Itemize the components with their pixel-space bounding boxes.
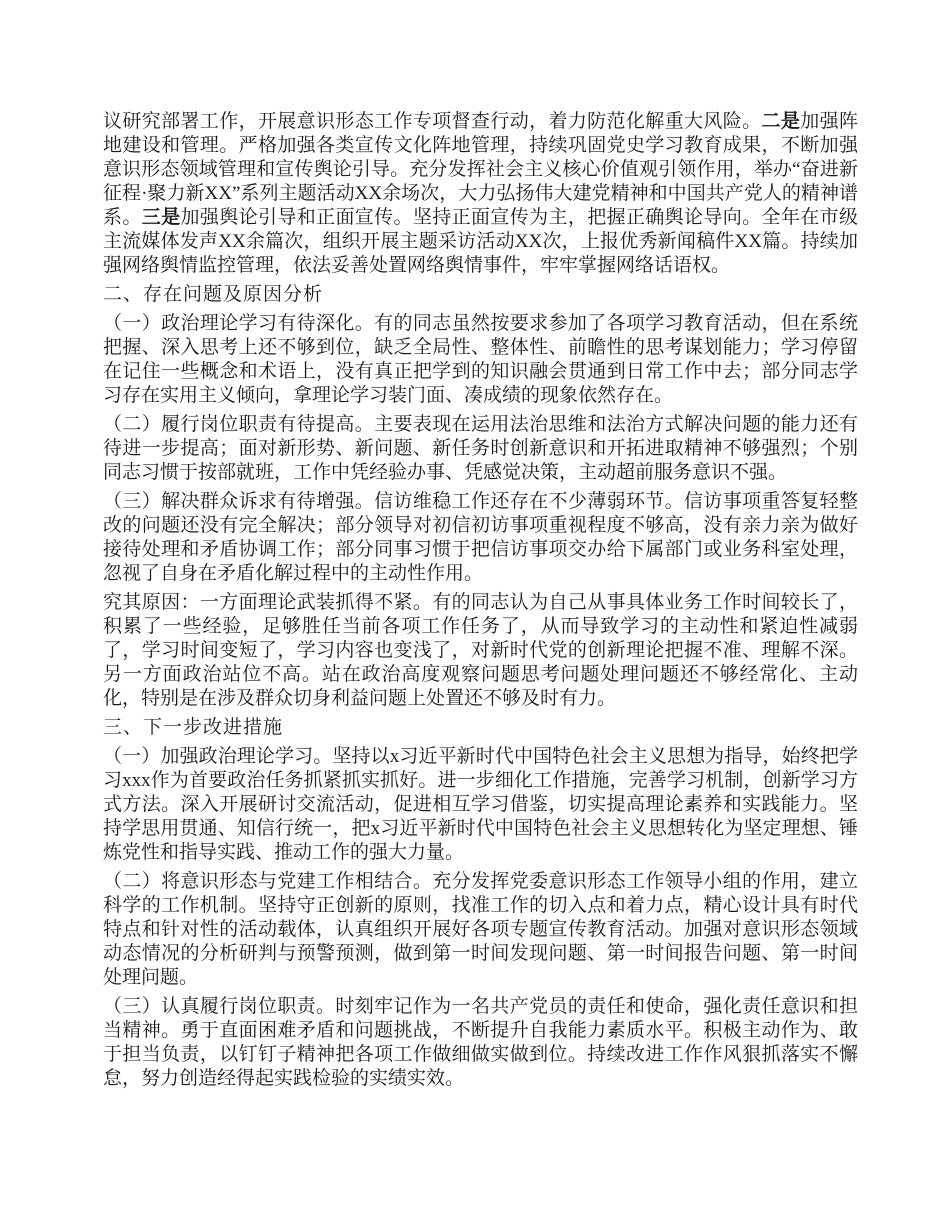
paragraph-measure-theory-study: （一）加强政治理论学习。坚持以x习近平新时代中国特色社会主义思想为指导，始终把学习xxx作为首要政治任务抓紧抓实抓好。进一步细化工作措施，完善学习机制，创新学习方式方法。深入开展研讨交流活动，促进相互学习借鉴，切实提高理论素养和实践能力。坚持学思用贯通、知信行统一，把x习近平新时代中国特色社会主义思想转化为坚定理想、锤炼党性和指导实践、推动工作的强大力量。: [103, 746, 858, 863]
section-heading-problems-and-causes: 二、存在问题及原因分析: [103, 284, 324, 305]
section-heading-improvement-measures: 三、下一步改进措施: [103, 717, 284, 738]
document-body: [103, 110, 858, 1096]
paragraph-measure-job-duties: （三）认真履行岗位职责。时刻牢记作为一名共产党员的责任和使命，强化责任意识和担当精神。勇于直面困难矛盾和问题挑战，不断提升自我能力素质水平。积极主动作为、敢于担当负责，以钉钉子精神把各项工作做细做实做到位。持续改进工作作风狠抓落实不懈怠，努力创造经得起实践检验的实绩实效。: [103, 996, 858, 1089]
body-text: 加强舆论引导和正面宣传。坚持正面宣传为主，把握正确舆论导向。全年在市级主流媒体发声XX余篇次，组织开展主题采访活动XX次，上报优秀新闻稿件XX篇。持续加强网络舆情监控管理，依法妥善处置网络舆情事件，牢牢掌握网络话语权。: [103, 207, 858, 276]
paragraph-problem-job-duties: （二）履行岗位职责有待提高。主要表现在运用法治思维和法治方式解决问题的能力还有待进一步提高；面对新形势、新问题、新任务时创新意识和开拓进取精神不够强烈；个别同志习惯于按部就班，工作中凭经验办事、凭感觉决策，主动超前服务意识不强。: [103, 414, 858, 483]
paragraph-measure-ideology-party-building: （二）将意识形态与党建工作相结合。充分发挥党委意识形态工作领导小组的作用，建立科学的工作机制。坚持守正创新的原则，找准工作的切入点和着力点，精心设计具有时代特点和针对性的活动载体，认真组织开展好各项专题宣传教育活动。加强对意识形态领域动态情况的分析研判与预警预测，做到第一时间发现问题、第一时间报告问题、第一时间处理问题。: [103, 871, 858, 988]
paragraph-problem-public-appeals: （三）解决群众诉求有待增强。信访维稳工作还存在不少薄弱环节。信访事项重答复轻整改的问题还没有完全解决；部分领导对初信初访事项重视程度不够高，没有亲力亲为做好接待处理和矛盾协调工作；部分同事习惯于把信访事项交办给下属部门或业务科室处理，忽视了自身在矛盾化解过程中的主动性作用。: [103, 491, 858, 584]
paragraph-cause-analysis: 究其原因：一方面理论武装抓得不紧。有的同志认为自己从事具体业务工作时间较长了，积累了一些经验，足够胜任当前各项工作任务了，从而导致学习的主动性和紧迫性减弱了，学习时间变短了，学习内容也变浅了，对新时代党的创新理论把握不准、理解不深。另一方面政治站位不高。站在政治高度观察问题思考问题处理问题还不够经常化、主动化，特别是在涉及群众切身利益问题上处置还不够及时有力。: [103, 592, 858, 709]
paragraph-work-review-continued: [103, 110, 858, 278]
body-text: 议研究部署工作，开展意识形态工作专项督查行动，着力防范化解重大风险。: [103, 111, 762, 132]
bold-lead-second-point: 二是: [761, 111, 801, 132]
body-text: 加强阵地建设和管理。严格加强各类宣传文化阵地管理，持续巩固党史学习教育成果，不断加强意识形态领域管理和宣传舆论引导。充分发挥社会主义核心价值观引领作用，举办“奋进新征程·聚力新XX”系列主题活动XX余场次，大力弘扬伟大建党精神和中国共产党人的精神谱系。: [103, 111, 858, 228]
bold-lead-third-point: 三是: [141, 207, 181, 228]
paragraph-problem-theory-study: （一）政治理论学习有待深化。有的同志虽然按要求参加了各项学习教育活动，但在系统把握、深入思考上还不够到位，缺乏全局性、整体性、前瞻性的思考谋划能力；学习停留在记住一些概念和术语上，没有真正把学到的知识融会贯通到日常工作中去；部分同志学习存在实用主义倾向，拿理论学习装门面、凑成绩的现象依然存在。: [103, 313, 858, 406]
